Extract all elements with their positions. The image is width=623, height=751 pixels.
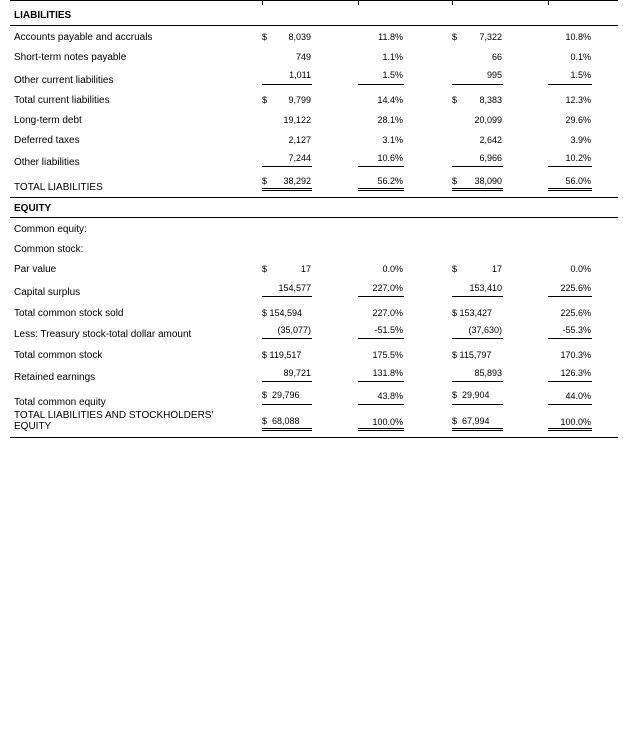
- value-2016: 8,383: [479, 95, 502, 105]
- percent-2017: 43.8%: [377, 391, 403, 401]
- value-2017: $ 68,088: [262, 416, 300, 426]
- dollar-sign: $: [262, 176, 268, 186]
- dollar-sign: $: [262, 264, 268, 274]
- value-2016: $ 153,427: [452, 308, 493, 318]
- section-rule: [10, 197, 618, 198]
- dollar-sign: $: [452, 176, 458, 186]
- col-tick: [548, 0, 549, 5]
- subtotal-underline: [548, 166, 592, 167]
- total-underline: [262, 428, 312, 429]
- value-2017: 749: [295, 52, 311, 62]
- dollar-sign: $: [452, 95, 458, 105]
- subtotal-underline: [548, 296, 592, 297]
- value-2016: 66: [491, 52, 502, 62]
- value-2017: 2,127: [288, 135, 311, 145]
- section-rule: [10, 25, 618, 26]
- value-2017: $ 154,594: [262, 308, 303, 318]
- subtotal-underline: [548, 84, 592, 85]
- value-2017: 1,011: [289, 70, 311, 80]
- total-underline: [358, 188, 404, 189]
- value-2017: $ 119,517: [262, 350, 302, 360]
- row-label: Retained earnings: [14, 372, 96, 383]
- row-label: Total current liabilities: [14, 95, 110, 106]
- row-label: Long-term debt: [14, 115, 82, 126]
- percent-2016: 170.3%: [560, 350, 591, 360]
- total-underline: [262, 188, 312, 189]
- value-2016: 17: [491, 264, 502, 274]
- percent-2016: -55.3%: [562, 325, 591, 335]
- subtotal-underline: [262, 404, 312, 405]
- subtotal-underline: [548, 381, 592, 382]
- percent-2016: 0.1%: [570, 52, 591, 62]
- total-underline: [548, 190, 592, 191]
- value-2017: 89,721: [283, 368, 311, 378]
- percent-2016: 1.5%: [570, 70, 591, 80]
- total-underline: [548, 430, 592, 431]
- row-label: Par value: [14, 264, 57, 275]
- row-label: Total common equity: [14, 397, 106, 408]
- dollar-sign: $: [262, 32, 268, 42]
- total-underline: [452, 428, 503, 429]
- total-underline: [548, 428, 592, 429]
- row-label: Short-term notes payable: [14, 52, 127, 63]
- section-title-liabilities: LIABILITIES: [14, 10, 72, 21]
- percent-2016: 225.6%: [560, 283, 591, 293]
- subtotal-underline: [452, 338, 503, 339]
- subtotal-underline: [358, 404, 404, 405]
- value-2016: $ 67,994: [452, 416, 490, 426]
- subtotal-underline: [358, 338, 404, 339]
- subtotal-underline: [262, 84, 312, 85]
- value-2016: 7,322: [479, 32, 502, 42]
- percent-2016: 44.0%: [565, 391, 591, 401]
- percent-2017: 14.4%: [377, 95, 403, 105]
- section-title-equity: EQUITY: [14, 203, 52, 214]
- col-tick: [262, 0, 263, 5]
- row-label-total: EQUITY: [14, 421, 52, 432]
- percent-2017: 100.0%: [372, 417, 403, 427]
- total-underline: [358, 430, 404, 431]
- value-2016: 38,090: [474, 176, 502, 186]
- percent-2017: 56.2%: [377, 176, 403, 186]
- subtotal-underline: [358, 84, 404, 85]
- col-tick: [358, 0, 359, 5]
- value-2016: 6,966: [479, 153, 502, 163]
- value-2016: (37,630): [468, 325, 502, 335]
- value-2017: $ 29,796: [262, 390, 300, 400]
- total-underline: [358, 190, 404, 191]
- value-2017: 154,577: [278, 283, 311, 293]
- value-2016: $ 115,797: [452, 350, 492, 360]
- value-2017: 17: [300, 264, 311, 274]
- row-label: Common equity:: [14, 224, 87, 235]
- value-2016: $ 29,904: [452, 390, 490, 400]
- percent-2016: 10.8%: [565, 32, 591, 42]
- subtotal-underline: [452, 166, 503, 167]
- percent-2017: 1.5%: [382, 70, 403, 80]
- percent-2017: 227.0%: [372, 308, 403, 318]
- percent-2017: 227.0%: [372, 283, 403, 293]
- total-underline: [548, 188, 592, 189]
- dollar-sign: $: [452, 32, 458, 42]
- col-tick: [452, 0, 453, 5]
- row-label: Deferred taxes: [14, 135, 80, 146]
- total-underline: [358, 428, 404, 429]
- section-rule: [10, 217, 618, 218]
- value-2016: 20,099: [474, 115, 502, 125]
- value-2017: 38,292: [283, 176, 311, 186]
- row-label: Other current liabilities: [14, 75, 114, 86]
- row-label: Accounts payable and accruals: [14, 32, 153, 43]
- total-underline: [452, 430, 503, 431]
- percent-2017: 28.1%: [377, 115, 403, 125]
- percent-2016: 29.6%: [565, 115, 591, 125]
- total-underline: [262, 190, 312, 191]
- value-2016: 153,410: [469, 283, 502, 293]
- row-label-total: TOTAL LIABILITIES AND STOCKHOLDERS': [14, 410, 214, 421]
- value-2017: (35,077): [277, 325, 311, 335]
- total-underline: [262, 430, 312, 431]
- percent-2017: 10.6%: [377, 153, 403, 163]
- row-label: Other liabilities: [14, 157, 80, 168]
- subtotal-underline: [262, 381, 312, 382]
- value-2016: 995: [486, 70, 502, 80]
- row-label-total: TOTAL LIABILITIES: [14, 182, 103, 193]
- subtotal-underline: [358, 381, 404, 382]
- percent-2017: 175.5%: [372, 350, 403, 360]
- row-label: Total common stock: [14, 350, 103, 361]
- value-2017: 8,039: [288, 32, 311, 42]
- subtotal-underline: [452, 381, 503, 382]
- percent-2017: 131.8%: [372, 368, 403, 378]
- dollar-sign: $: [452, 264, 458, 274]
- value-2017: 19,122: [283, 115, 311, 125]
- dollar-sign: $: [262, 95, 268, 105]
- percent-2017: 11.8%: [378, 32, 403, 42]
- value-2017: 9,799: [288, 95, 311, 105]
- percent-2016: 12.3%: [565, 95, 591, 105]
- bottom-rule: [10, 437, 618, 438]
- subtotal-underline: [452, 84, 503, 85]
- subtotal-underline: [358, 166, 404, 167]
- percent-2016: 100.0%: [560, 417, 591, 427]
- total-underline: [452, 188, 503, 189]
- value-2016: 85,893: [474, 368, 502, 378]
- percent-2017: 1.1%: [382, 52, 403, 62]
- percent-2017: 0.0%: [382, 264, 403, 274]
- value-2016: 2,642: [479, 135, 502, 145]
- value-2017: 7,244: [288, 153, 311, 163]
- percent-2016: 56.0%: [565, 176, 591, 186]
- total-underline: [452, 190, 503, 191]
- subtotal-underline: [452, 296, 503, 297]
- subtotal-underline: [262, 338, 312, 339]
- percent-2016: 0.0%: [570, 264, 591, 274]
- subtotal-underline: [262, 296, 312, 297]
- subtotal-underline: [548, 404, 592, 405]
- row-label: Less: Treasury stock-total dollar amount: [14, 329, 192, 340]
- subtotal-underline: [452, 404, 503, 405]
- top-rule: [10, 0, 618, 1]
- percent-2016: 3.9%: [570, 135, 591, 145]
- row-label: Capital surplus: [14, 287, 81, 298]
- percent-2016: 10.2%: [565, 153, 591, 163]
- percent-2017: 3.1%: [382, 135, 403, 145]
- subtotal-underline: [262, 166, 312, 167]
- row-label: Total common stock sold: [14, 308, 124, 319]
- subtotal-underline: [358, 296, 404, 297]
- subtotal-underline: [548, 338, 592, 339]
- percent-2017: -51.5%: [374, 325, 403, 335]
- percent-2016: 126.3%: [560, 368, 591, 378]
- percent-2016: 225.6%: [560, 308, 591, 318]
- row-label: Common stock:: [14, 244, 84, 255]
